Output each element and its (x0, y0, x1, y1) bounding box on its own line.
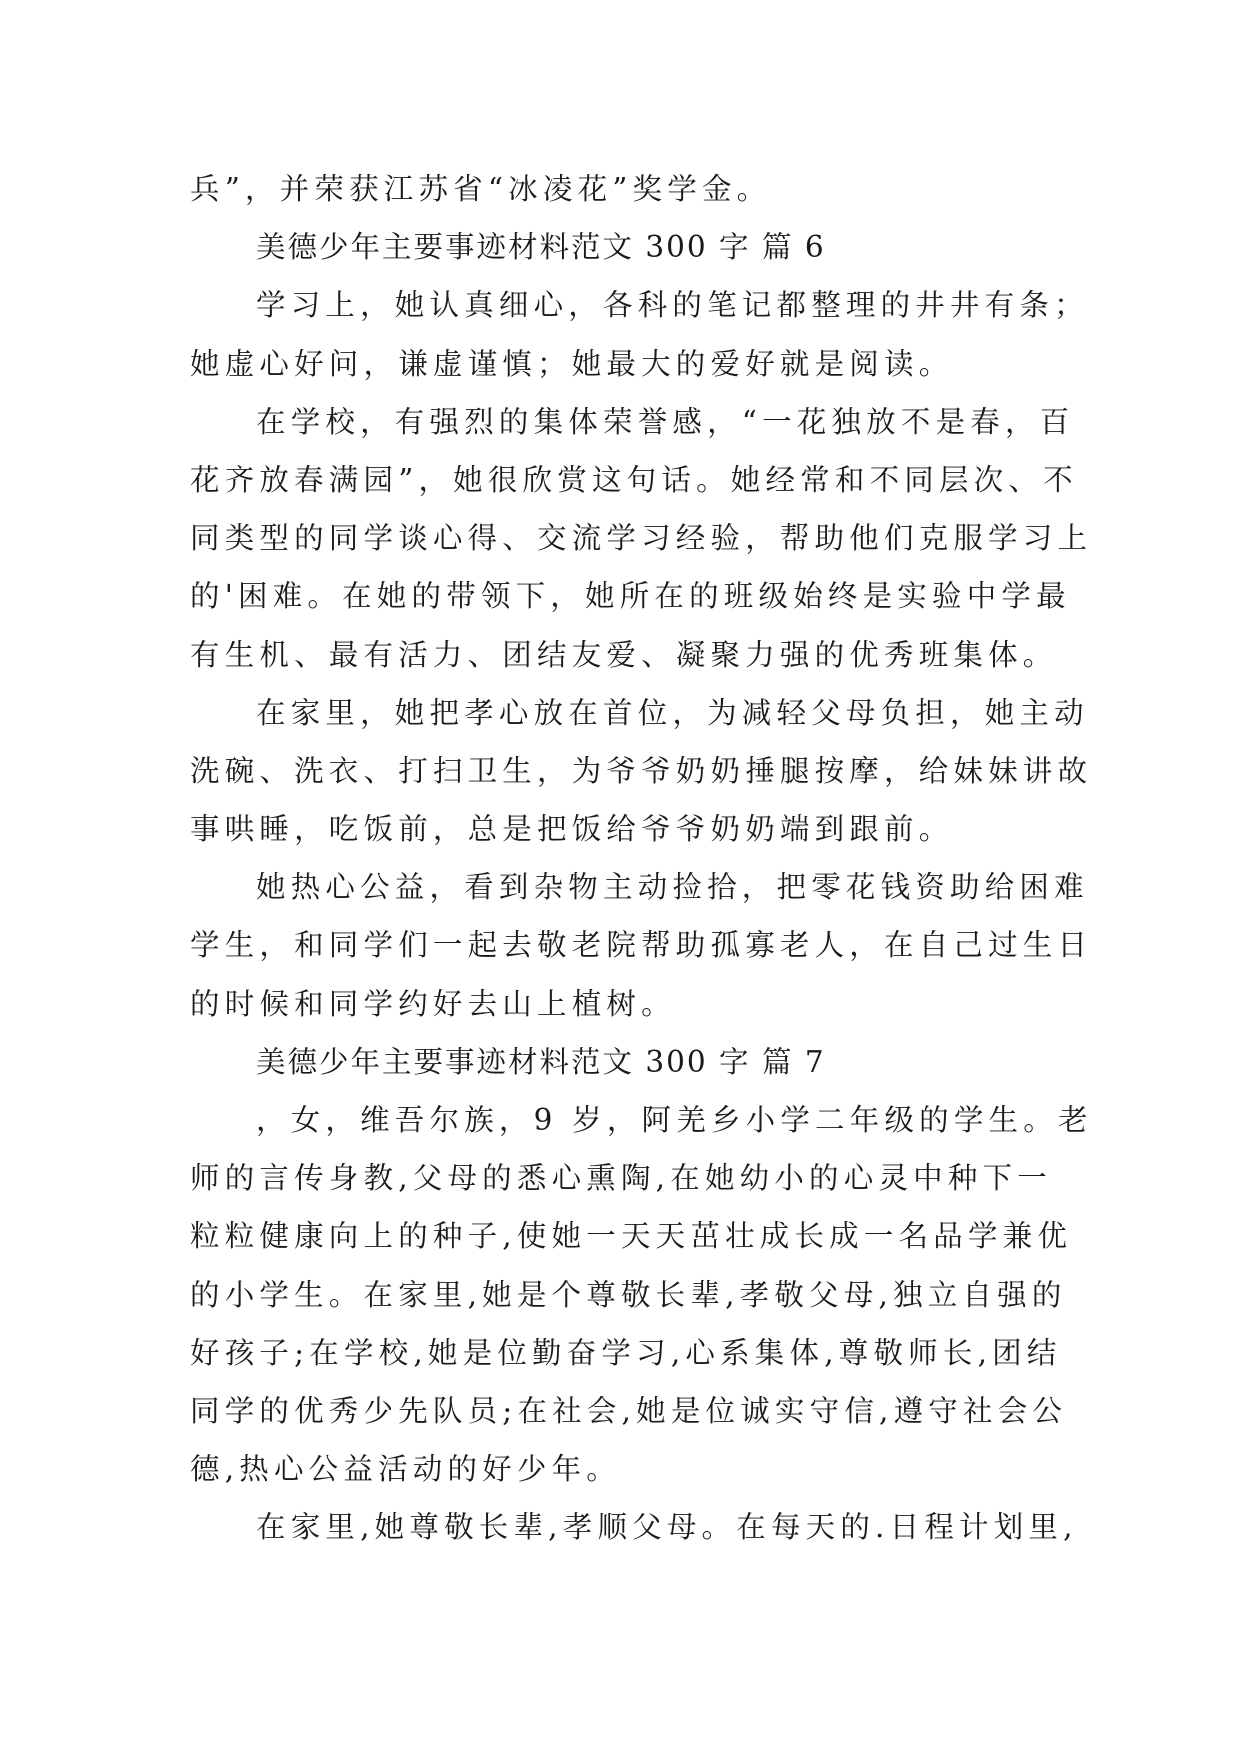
text-line: 德,热心公益活动的好少年。 (190, 1452, 621, 1487)
text-line: 粒粒健康向上的种子,使她一天天茁壮成长成一名品学兼优 (190, 1219, 1073, 1254)
text-line: 在家里,她尊敬长辈,孝顺父母。在每天的.日程计划里, (256, 1510, 1078, 1545)
text-line: 事哄睡，吃饭前，总是把饭给爷爷奶奶端到跟前。 (190, 812, 954, 847)
text-line: 她虚心好问，谦虚谨慎；她最大的爱好就是阅读。 (190, 346, 954, 381)
text-line: 在家里，她把孝心放在首位，为减轻父母负担，她主动 (256, 695, 1089, 730)
text-line: 的'困难。在她的带领下，她所在的班级始终是实验中学最 (190, 579, 1071, 614)
text-line: 好孩子;在学校,她是位勤奋学习,心系集体,尊敬师长,团结 (190, 1335, 1062, 1370)
text-line: 兵”，并荣获江苏省“冰凌花”奖学金。 (190, 172, 772, 206)
section-heading: 美德少年主要事迹材料范文 300 字 篇 7 (256, 1044, 826, 1079)
text-line: 同学的优秀少先队员;在社会,她是位诚实守信,遵守社会公 (190, 1393, 1068, 1428)
text-line: 在学校，有强烈的集体荣誉感，“一花独放不是春，百 (256, 404, 1075, 439)
section-heading: 美德少年主要事迹材料范文 300 字 篇 6 (256, 230, 826, 265)
text-line: 有生机、最有活力、团结友爱、凝聚力强的优秀班集体。 (190, 637, 1058, 672)
text-line: 的时候和同学约好去山上植树。 (190, 986, 676, 1021)
text-line: 她热心公益，看到杂物主动捡拾，把零花钱资助给困难 (256, 870, 1089, 905)
text-line: 花齐放春满园”，她很欣赏这句话。她经常和不同层次、不 (190, 462, 1078, 497)
text-line: 学习上，她认真细心，各科的笔记都整理的井井有条； (256, 288, 1089, 323)
text-line: 洗碗、洗衣、打扫卫生，为爷爷奶奶捶腿按摩，给妹妹讲故 (190, 753, 1093, 788)
text-line: ，女，维吾尔族，9 岁，阿羌乡小学二年级的学生。老 (256, 1103, 1093, 1137)
text-line: 同类型的同学谈心得、交流学习经验，帮助他们克服学习上 (190, 521, 1093, 556)
text-line: 学生，和同学们一起去敬老院帮助孤寡老人，在自己过生日 (190, 928, 1093, 963)
text-line: 的小学生。在家里,她是个尊敬长辈,孝敬父母,独立自强的 (190, 1277, 1067, 1312)
text-line: 师的言传身教,父母的悉心熏陶,在她幼小的心灵中种下一 (190, 1161, 1052, 1196)
document-page (190, 160, 1093, 1557)
